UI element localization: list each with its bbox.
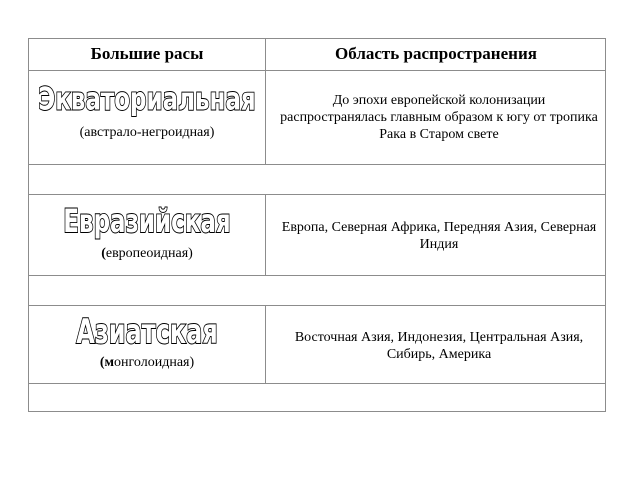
row-divider [29,164,605,165]
races-table [28,38,606,412]
race-eurasian-subtitle: (европеоидная) [101,246,193,261]
header-races: Большие расы [90,44,204,63]
race-equatorial-subtitle: (австрало-негроидная) [79,125,215,140]
race-eurasian-area: Европа, Северная Африка, Передняя Азия, Северная Индия [281,220,597,252]
race-asian-subtitle: (монголоидная) [99,355,195,370]
row-divider [29,70,605,71]
column-divider [265,305,266,383]
race-asian-area: Восточная Азия, Индонезия, Центральная Азия, Сибирь, Америка [294,330,584,362]
header-area: Область распространения [335,44,537,63]
column-divider [265,194,266,275]
row-divider [29,194,605,195]
race-equatorial-title: Экваториальная [38,82,256,118]
race-asian-title: Азиатская [76,312,218,352]
row-divider [29,275,605,276]
row-divider [29,383,605,384]
row-divider [29,305,605,306]
race-equatorial-area: До эпохи европейской колонизации распространялась главным образом к югу от тропика Рака в Старом свете [280,93,598,142]
race-eurasian-title: Евразийская [63,203,231,241]
